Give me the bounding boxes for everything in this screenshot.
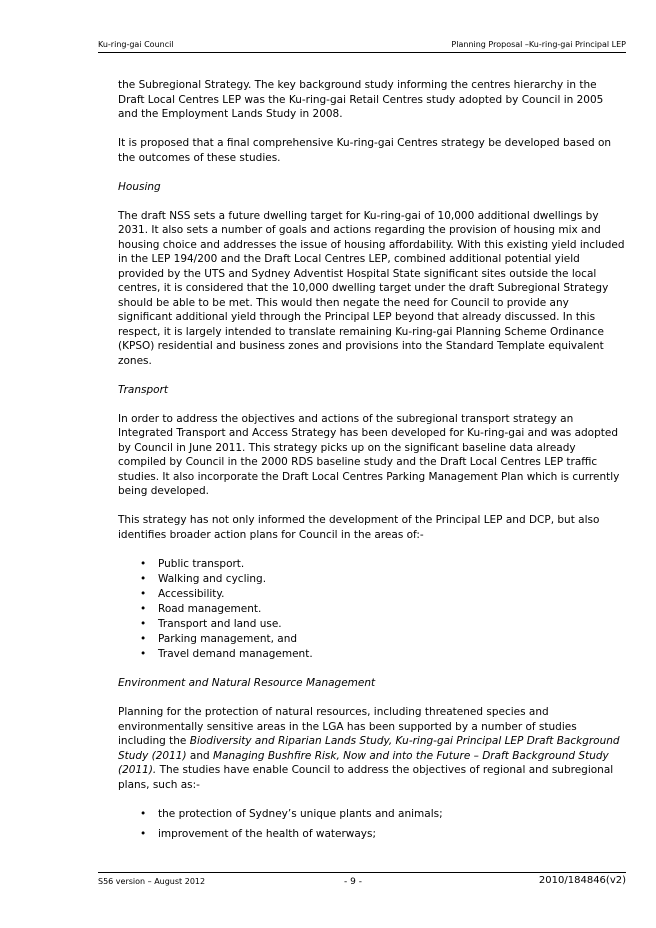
env-text-and: and — [186, 749, 214, 762]
list-item — [118, 557, 626, 572]
list-item — [118, 617, 626, 632]
bullet-icon: • — [140, 632, 147, 645]
header-document-title: Planning Proposal –Ku-ring-gai Principal LEP — [451, 40, 626, 49]
heading-transport: Transport — [118, 383, 168, 396]
env-study-title-2: Managing Bushfire Risk, Now and into the Future – Draft Background Study (2011). — [118, 749, 609, 776]
bullet-icon: • — [140, 587, 147, 600]
footer-document-id: 2010/184846(v2) — [538, 875, 626, 886]
heading-environment: Environment and Natural Resource Management — [118, 677, 376, 689]
list-item-text: Parking management, and — [158, 632, 298, 645]
bullet-icon: • — [140, 572, 147, 585]
heading-housing: Housing — [118, 180, 161, 193]
bullet-icon: • — [140, 557, 147, 570]
list-item-text: Public transport. — [158, 557, 245, 570]
env-text-intro: Planning for the protection of natural resources, including threatened species and environmentally sensitive areas in the LGA has been supported by a number of studies including the — [118, 706, 577, 747]
header-council-name: Ku-ring-gai Council — [98, 40, 174, 49]
page-number: - 9 - — [344, 877, 362, 887]
paragraph-housing: The draft NSS sets a future dwelling target for Ku-ring-gai of 10,000 additional dwellings by 2031. It also sets a number of goals and actions regarding the provision of housing mix and housing choice and addresses the issue of housing affordability. With this existing yield included in the LEP 194/200 and the Draft Local Centres LEP, combined additional potential yield provided by the UTS and Sydney Adventist Hospital State significant sites outside the local centres, it is considered that the 10,000 dwelling target under the draft Subregional Strategy should be able to be met. This would then negate the need for Council to provide any significant additional yield through the Principal LEP beyond that already discussed. In this respect, it is largely intended to translate remaining Ku-ring-gai Planning Scheme Ordinance (KPSO) residential and business zones and provisions into the Standard Template equivalent zones. — [118, 209, 625, 367]
list-item — [118, 827, 626, 842]
list-item — [118, 602, 626, 617]
bullet-icon: • — [140, 827, 147, 840]
bullet-icon: • — [140, 617, 147, 630]
paragraph-action-plans: This strategy has not only informed the development of the Principal LEP and DCP, but also identifies broader action plans for Council in the areas of:- — [118, 514, 600, 541]
list-item-text: Walking and cycling. — [158, 572, 267, 585]
list-item — [118, 572, 626, 587]
footer-version: S56 version – August 2012 — [98, 877, 206, 886]
list-item — [118, 587, 626, 602]
bullet-icon: • — [140, 807, 147, 820]
page-footer — [98, 872, 626, 887]
paragraph-subregional: the Subregional Strategy. The key background study informing the centres hierarchy in the Draft Local Centres LEP was the Ku-ring-gai Retail Centres study adopted by Council in 2005 and the Employment Lands Study in 2008. — [118, 79, 604, 120]
list-item-text: the protection of Sydney’s unique plants and animals; — [158, 807, 443, 820]
list-item — [118, 632, 626, 647]
bullet-icon: • — [140, 602, 147, 615]
paragraph-centres-strategy: It is proposed that a final comprehensive Ku-ring-gai Centres strategy be developed based on the outcomes of these studies. — [118, 137, 612, 164]
paragraph-environment — [118, 705, 626, 792]
page-header — [98, 40, 626, 53]
transport-action-list — [118, 557, 626, 662]
list-item-text: Travel demand management. — [158, 647, 313, 660]
list-item-text: Road management. — [158, 602, 262, 615]
env-text-outro: The studies have enable Council to address the objectives of regional and subregional plans, such as:- — [118, 764, 614, 791]
page-body — [118, 78, 626, 856]
paragraph-transport: In order to address the objectives and actions of the subregional transport strategy an Integrated Transport and Access Strategy has been developed for Ku-ring-gai and was adopted by Council in June 2011. This strategy picks up on the significant baseline data already compiled by Council in the 2000 RDS baseline study and the Draft Local Centres LEP traffic studies. It also incorporate the Draft Local Centres Parking Management Plan which is currently being developed. — [118, 412, 620, 497]
list-item-text: improvement of the health of waterways; — [158, 827, 377, 840]
list-item — [118, 647, 626, 662]
environment-objective-list — [118, 807, 626, 842]
env-study-title-1: Biodiversity and Riparian Lands Study, Ku-ring-gai Principal LEP Draft Background Study (2011) — [118, 735, 620, 762]
list-item — [118, 807, 626, 822]
list-item-text: Transport and land use. — [158, 617, 282, 630]
list-item-text: Accessibility. — [158, 587, 225, 600]
bullet-icon: • — [140, 647, 147, 660]
